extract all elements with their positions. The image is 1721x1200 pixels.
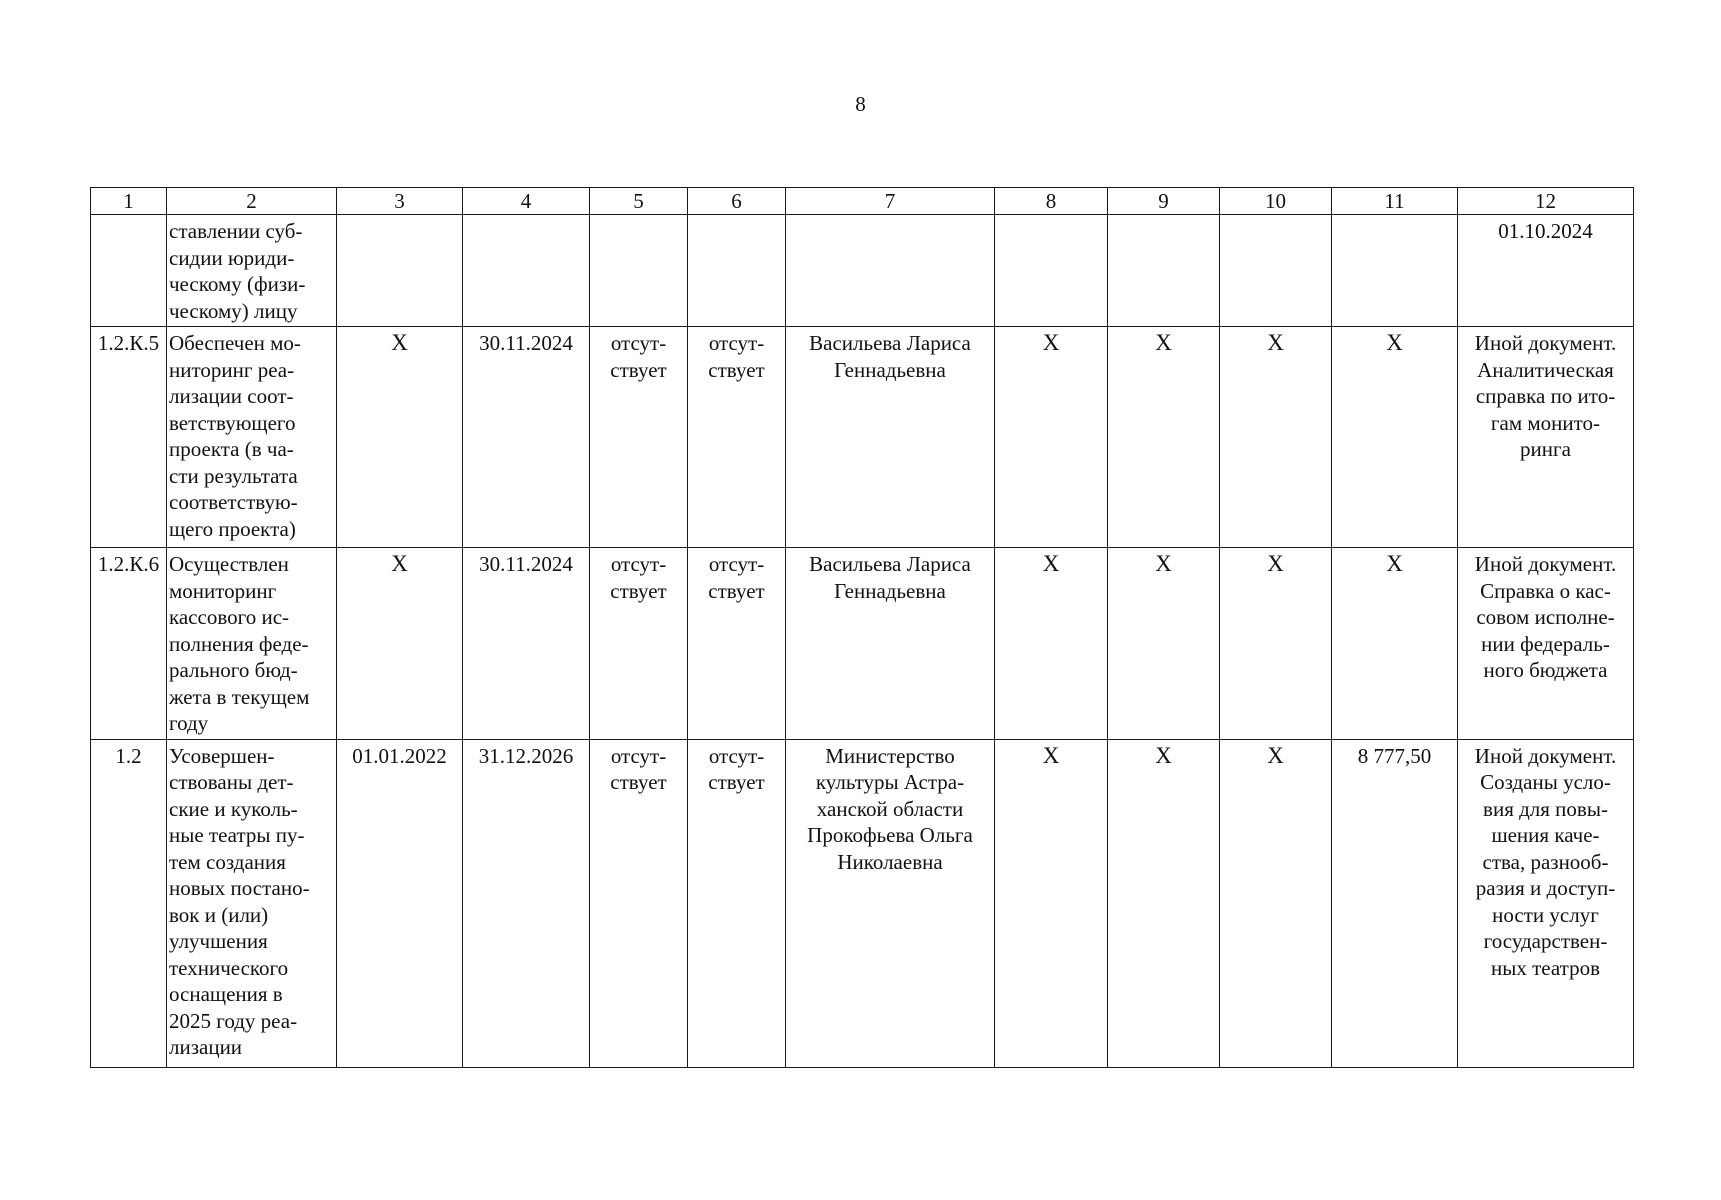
row-col11: X (1332, 327, 1458, 548)
header-cell-11: 11 (1332, 188, 1458, 215)
header-cell-8: 8 (995, 188, 1108, 215)
row-end: 31.12.2026 (463, 739, 590, 1067)
row-result: Иной документ. Аналитическая справка по ито- гам монито- ринга (1458, 327, 1634, 548)
row-col10: X (1220, 548, 1332, 740)
header-row (91, 188, 1634, 215)
header-cell-1: 1 (91, 188, 167, 215)
header-cell-10: 10 (1220, 188, 1332, 215)
row-start (337, 215, 463, 327)
table-row (91, 215, 1634, 327)
row-name: ставлении суб- сидии юриди- ческому (физи- ческому) лицу (167, 215, 337, 327)
row-col9: X (1108, 739, 1220, 1067)
row-responsible: Васильева Лариса Геннадьевна (786, 327, 995, 548)
row-col5 (590, 215, 688, 327)
row-col6: отсут- ствует (688, 739, 786, 1067)
row-responsible (786, 215, 995, 327)
header-cell-2: 2 (167, 188, 337, 215)
row-col6 (688, 215, 786, 327)
table-row (91, 739, 1634, 1067)
row-col5: отсут- ствует (590, 739, 688, 1067)
document-table (90, 187, 1634, 1068)
row-code: 1.2 (91, 739, 167, 1067)
row-start: X (337, 548, 463, 740)
row-name: Осуществлен мониторинг кассового ис- полнения феде- рального бюд- жета в текущем году (167, 548, 337, 740)
table-row (91, 327, 1634, 548)
row-col9: X (1108, 327, 1220, 548)
row-col5: отсут- ствует (590, 548, 688, 740)
table-row (91, 548, 1634, 740)
row-responsible: Министерство культуры Астра- ханской области Прокофьева Ольга Николаевна (786, 739, 995, 1067)
row-end: 30.11.2024 (463, 548, 590, 740)
row-start: X (337, 327, 463, 548)
row-col5: отсут- ствует (590, 327, 688, 548)
header-cell-7: 7 (786, 188, 995, 215)
row-result: Иной документ. Справка о кас- совом исполне- нии федераль- ного бюджета (1458, 548, 1634, 740)
row-col9: X (1108, 548, 1220, 740)
row-end: 30.11.2024 (463, 327, 590, 548)
row-end (463, 215, 590, 327)
row-code (91, 215, 167, 327)
row-col10: X (1220, 327, 1332, 548)
row-name: Обеспечен мо- ниторинг реа- лизации соот- ветствующего проекта (в ча- сти результата соответствую- щего проекта) (167, 327, 337, 548)
row-col9 (1108, 215, 1220, 327)
row-col6: отсут- ствует (688, 548, 786, 740)
row-col10: X (1220, 739, 1332, 1067)
row-col8: X (995, 548, 1108, 740)
row-result: Иной документ. Созданы усло- вия для повы- шения каче- ства, разнооб- разия и доступ- ности услуг государствен- ных театров (1458, 739, 1634, 1067)
row-col11: 8 777,50 (1332, 739, 1458, 1067)
row-col11: X (1332, 548, 1458, 740)
header-cell-3: 3 (337, 188, 463, 215)
row-col8: X (995, 327, 1108, 548)
header-cell-5: 5 (590, 188, 688, 215)
header-cell-4: 4 (463, 188, 590, 215)
row-col10 (1220, 215, 1332, 327)
header-cell-6: 6 (688, 188, 786, 215)
row-col8 (995, 215, 1108, 327)
page-number: 8 (855, 92, 866, 116)
header-cell-12: 12 (1458, 188, 1634, 215)
row-result: 01.10.2024 (1458, 215, 1634, 327)
row-start: 01.01.2022 (337, 739, 463, 1067)
row-code: 1.2.К.6 (91, 548, 167, 740)
row-col11 (1332, 215, 1458, 327)
row-name: Усовершен- ствованы дет- ские и куколь- ные театры пу- тем создания новых постано- вок и (или) улучшения технического оснащения в 2025 году реа- лизации (167, 739, 337, 1067)
row-col6: отсут- ствует (688, 327, 786, 548)
row-col8: X (995, 739, 1108, 1067)
row-responsible: Васильева Лариса Геннадьевна (786, 548, 995, 740)
header-cell-9: 9 (1108, 188, 1220, 215)
row-code: 1.2.К.5 (91, 327, 167, 548)
